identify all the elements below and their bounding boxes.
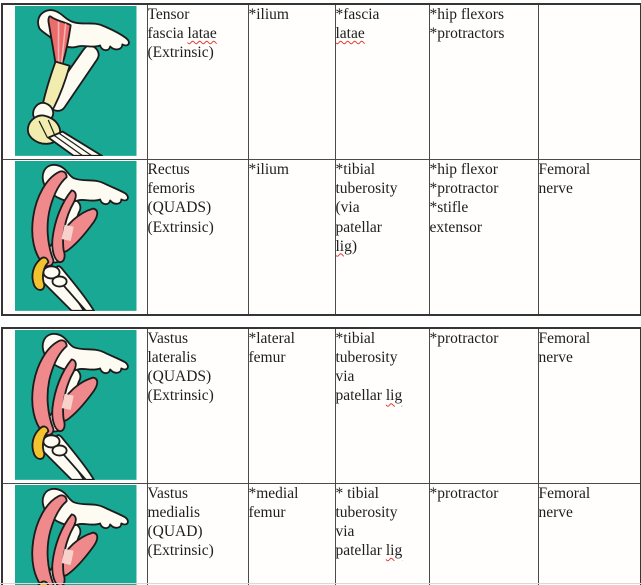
cell-text-line: *protractor <box>429 180 499 198</box>
cell-text-line: Tensor <box>147 6 190 23</box>
diagram-cell <box>2 4 147 159</box>
cell-text-line: lig) <box>335 237 358 255</box>
cell-text-line: *protractors <box>429 25 505 43</box>
cell-text-line: (Extrinsic) <box>147 542 214 560</box>
cell-text-line: Femoral <box>538 160 591 178</box>
cell-text-line: nerve <box>538 180 573 198</box>
cell-text-line: *medial <box>248 484 299 502</box>
origin-cell <box>248 328 335 483</box>
table-row <box>2 159 641 314</box>
cell-text-line: lateralis <box>147 348 197 366</box>
diagram-cell <box>2 483 147 585</box>
misspelled-word: lig <box>335 237 352 255</box>
table-row <box>2 328 641 483</box>
misspelled-word: latae <box>335 25 365 43</box>
misspelled-word: lig <box>385 387 403 405</box>
cell-text-line: medialis <box>147 503 201 521</box>
cell-text-line: Femoral <box>538 484 591 502</box>
cell-text-line: *lateral <box>248 329 295 347</box>
hindlimb-diagram-tensor-fascia-latae <box>3 5 147 159</box>
origin-cell <box>248 483 335 585</box>
misspelled-word: latae <box>187 25 217 43</box>
cell-text-line: *fascia <box>335 6 380 23</box>
cell-text-line: *hip flexor <box>429 160 498 178</box>
cell-text-line: *ilium <box>248 6 289 23</box>
cell-text-line: nerve <box>538 503 573 521</box>
cell-text-line: femur <box>248 348 286 366</box>
cell-text-line: tuberosity <box>335 180 398 198</box>
muscle-name-cell <box>147 159 248 314</box>
cell-text-line: (via <box>335 199 360 217</box>
innervation-cell <box>538 159 641 314</box>
screenshot-edge-line <box>0 583 641 584</box>
cell-text-line: patellar lig <box>335 387 403 405</box>
cell-text-line: patellar <box>335 218 382 236</box>
cell-text-line: Vastus <box>147 329 188 347</box>
action-cell <box>429 159 538 314</box>
insertion-cell <box>335 4 429 159</box>
innervation-cell <box>538 4 641 159</box>
cell-text-line: *tibial <box>335 329 376 347</box>
insertion-cell <box>335 483 429 585</box>
cell-text-line: via <box>335 368 355 386</box>
cell-text-line: (QUADS) <box>147 199 212 217</box>
cell-text-line: Vastus <box>147 484 188 502</box>
muscle-name-cell <box>147 4 248 159</box>
cell-text-line: Rectus <box>147 160 190 178</box>
cell-text-line: femur <box>248 503 286 521</box>
origin-cell <box>248 4 335 159</box>
action-cell <box>429 483 538 585</box>
cell-text-line: nerve <box>538 348 573 366</box>
muscle-table-upper <box>1 3 641 316</box>
insertion-cell <box>335 328 429 483</box>
cell-text-line: via <box>335 522 355 540</box>
cell-text-line: (Extrinsic) <box>147 218 214 236</box>
cell-text-line: fascia latae <box>147 25 217 43</box>
cell-text-line: Femoral <box>538 329 591 347</box>
muscle-name-cell <box>147 328 248 483</box>
cell-text-line: *ilium <box>248 160 289 178</box>
action-cell <box>429 328 538 483</box>
cell-text-line: (Extrinsic) <box>147 44 214 62</box>
misspelled-word: lig <box>385 542 403 560</box>
hindlimb-diagram-vastus-medialis <box>3 484 147 585</box>
innervation-cell <box>538 328 641 483</box>
hindlimb-diagram-vastus-lateralis <box>3 329 147 483</box>
muscle-name-cell <box>147 483 248 585</box>
cell-text-line: (QUADS) <box>147 368 212 386</box>
cell-text-line: femoris <box>147 180 195 198</box>
cell-text-line: tuberosity <box>335 503 398 521</box>
cell-text-line: *hip flexors <box>429 6 504 23</box>
origin-cell <box>248 159 335 314</box>
cell-text-line: *protractor <box>429 484 499 502</box>
table-row <box>2 483 641 585</box>
cell-text-line: (Extrinsic) <box>147 387 214 405</box>
innervation-cell <box>538 483 641 585</box>
action-cell <box>429 4 538 159</box>
insertion-cell <box>335 159 429 314</box>
cell-text-line: *protractor <box>429 329 499 347</box>
cell-text-line: (QUAD) <box>147 522 203 540</box>
table-row <box>2 4 641 159</box>
hindlimb-diagram-rectus-femoris <box>3 160 147 314</box>
muscle-table-lower <box>1 327 641 585</box>
cell-text-line: patellar lig <box>335 542 403 560</box>
diagram-cell <box>2 328 147 483</box>
diagram-cell <box>2 159 147 314</box>
cell-text-line: extensor <box>429 218 483 236</box>
cell-text-line: * tibial <box>335 484 379 502</box>
cell-text-line: *stifle <box>429 199 469 217</box>
cell-text-line: *tibial <box>335 160 376 178</box>
cell-text-line: tuberosity <box>335 348 398 366</box>
cell-text-line <box>336 24 429 43</box>
